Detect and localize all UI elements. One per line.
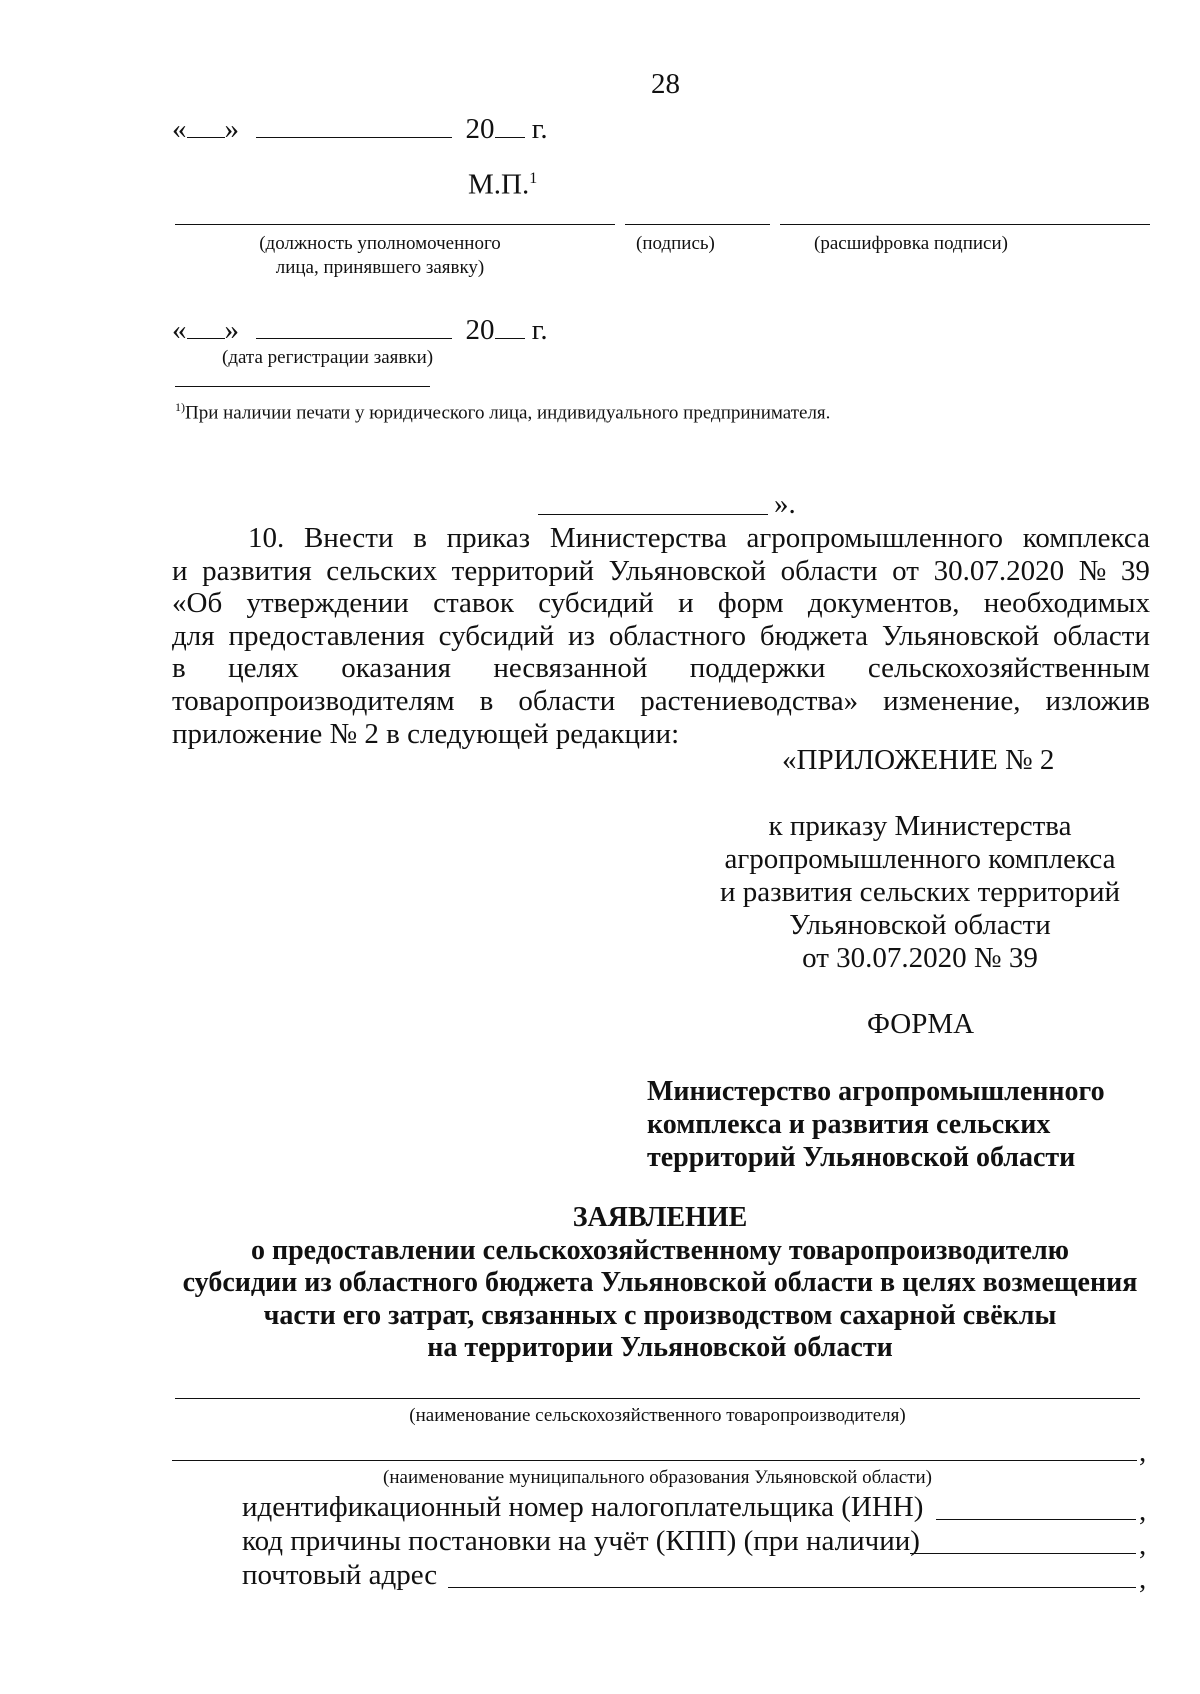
word: изменение,: [883, 684, 1021, 717]
word: области: [1053, 619, 1150, 652]
statement-subtitle-line: субсидии из областного бюджета Ульяновской области в целях возмещения: [182, 1267, 1138, 1298]
word: необходимых: [983, 587, 1150, 620]
paragraph-line: [172, 685, 1150, 718]
word: утверждении: [246, 587, 409, 620]
word: документов,: [807, 587, 960, 620]
addressee-line: территорий Ульяновской области: [647, 1142, 1076, 1173]
statement-heading: [160, 1202, 1160, 1365]
word: субсидий: [538, 587, 654, 620]
date-line-1: [172, 111, 548, 145]
appendix-title: «ПРИЛОЖЕНИЕ № 2: [782, 744, 1055, 776]
position-caption: [220, 232, 540, 280]
word: поддержки: [689, 652, 826, 685]
word: территорий: [451, 554, 595, 587]
word: изложив: [1045, 684, 1150, 717]
addressee-line: Министерство агропромышленного: [647, 1076, 1105, 1107]
kpp-label: код причины постановки на учёт (КПП) (при наличии): [242, 1525, 920, 1557]
open-quote: «: [172, 314, 187, 346]
paragraph-line: [172, 555, 1150, 588]
address-comma: ,: [1139, 1563, 1147, 1595]
word: области: [780, 554, 878, 587]
footnote-text: При наличии печати у юридического лица, индивидуального предпринимателя.: [185, 402, 831, 424]
closing-blank-line: [538, 514, 768, 515]
word: целях: [228, 652, 299, 685]
producer-name-field[interactable]: [175, 1398, 1140, 1399]
paragraph-line: [172, 652, 1150, 685]
appendix-line: от 30.07.2020 № 39: [802, 942, 1038, 974]
kpp-field[interactable]: [910, 1553, 1136, 1554]
word: 10.: [248, 522, 285, 554]
word: от: [892, 554, 919, 587]
word: комплекса: [1022, 522, 1150, 554]
statement-subtitle-line: на территории Ульяновской области: [427, 1332, 893, 1363]
registration-date-caption: (дата регистрации заявки): [222, 347, 434, 368]
close-quote: »: [224, 314, 239, 346]
month-blank[interactable]: [256, 111, 452, 138]
word: Внести: [303, 522, 394, 554]
word: 39: [1120, 554, 1150, 587]
decoding-caption: (расшифровка подписи): [814, 233, 1008, 254]
stamp-footnote-mark: 1: [529, 170, 538, 187]
year-prefix: 20: [465, 314, 495, 346]
word: оказания: [341, 652, 451, 685]
word: Министерства: [549, 522, 727, 554]
word: Ульяновской: [881, 619, 1040, 652]
position-caption-line: (должность уполномоченного: [259, 233, 501, 254]
closing-mark: ».: [774, 488, 796, 520]
kpp-comma: ,: [1139, 1529, 1147, 1561]
word: приказ: [446, 522, 531, 554]
paragraph-last-line: приложение № 2 в следующей редакции:: [172, 717, 680, 750]
footnote-mark: 1): [175, 400, 185, 414]
word: форм: [717, 587, 784, 620]
close-quote: »: [224, 113, 239, 145]
statement-subtitle-line: части его затрат, связанных с производством сахарной свёклы: [263, 1299, 1057, 1331]
word: областного: [608, 619, 746, 652]
signature-caption: (подпись): [636, 233, 715, 254]
word: сельскохозяйственным: [867, 652, 1150, 685]
word: Ульяновской: [608, 554, 767, 587]
word: сельских: [326, 554, 438, 587]
municipality-field[interactable]: [172, 1460, 1137, 1461]
footnote-separator: [175, 386, 430, 387]
addressee-line: комплекса и развития сельских: [647, 1109, 1051, 1140]
paragraph-10: [172, 522, 1150, 750]
addressee: [647, 1075, 1105, 1174]
paragraph-line: [172, 620, 1150, 653]
word: товаропроизводителям: [172, 684, 455, 717]
position-line[interactable]: [175, 224, 615, 225]
appendix-line: агропромышленного комплекса: [724, 843, 1116, 875]
inn-label: идентификационный номер налогоплательщика (ИНН): [242, 1491, 924, 1523]
word: №: [1078, 554, 1107, 587]
paragraph-line: [248, 522, 1150, 555]
producer-name-caption: (наименование сельскохозяйственного товаропроизводителя): [409, 1405, 906, 1426]
word: и: [678, 587, 694, 620]
date-line-2: [172, 312, 548, 346]
municipality-comma: ,: [1139, 1436, 1147, 1468]
year-suffix: г.: [531, 113, 548, 145]
stamp-label: [468, 163, 537, 201]
signature-line[interactable]: [625, 224, 770, 225]
year-suffix: г.: [531, 314, 548, 346]
day-blank[interactable]: [187, 312, 225, 339]
inn-comma: ,: [1139, 1495, 1147, 1527]
statement-subtitle-line: о предоставлении сельскохозяйственному товаропроизводителю: [250, 1234, 1070, 1266]
word: предоставления: [228, 619, 425, 652]
appendix-line: Ульяновской области: [789, 909, 1051, 941]
word: для: [172, 619, 215, 652]
address-label: почтовый адрес: [242, 1559, 438, 1591]
word: агропромышленного: [746, 522, 1003, 554]
decoding-line[interactable]: [780, 224, 1150, 225]
stamp-text: М.П.: [468, 168, 530, 201]
footnote: [175, 395, 830, 425]
word: из: [568, 619, 595, 652]
month-blank[interactable]: [256, 312, 452, 339]
word: растениеводства»: [640, 684, 859, 717]
year-prefix: 20: [465, 113, 495, 145]
year-blank[interactable]: [495, 111, 525, 138]
word: «Об: [172, 587, 223, 620]
word: в: [172, 652, 186, 685]
page-number: 28: [651, 68, 680, 100]
appendix-line: к приказу Министерства: [768, 810, 1072, 842]
year-blank[interactable]: [495, 312, 525, 339]
word: области: [518, 684, 616, 717]
paragraph-line: [172, 587, 1150, 620]
form-label: ФОРМА: [867, 1008, 975, 1040]
inn-field[interactable]: [936, 1519, 1136, 1520]
appendix-line: и развития сельских территорий: [720, 876, 1121, 908]
word: бюджета: [759, 619, 868, 652]
municipality-caption: (наименование муниципального образования Ульяновской области): [383, 1467, 932, 1488]
word: 30.07.2020: [933, 554, 1065, 587]
word: в: [479, 684, 494, 717]
word: развития: [202, 554, 312, 587]
word: ставок: [433, 587, 514, 620]
position-caption-line: лица, принявшего заявку): [275, 257, 485, 278]
word: субсидий: [438, 619, 555, 652]
statement-title: ЗАЯВЛЕНИЕ: [572, 1202, 748, 1233]
open-quote: «: [172, 113, 187, 145]
word: несвязанной: [493, 652, 648, 685]
day-blank[interactable]: [187, 111, 225, 138]
appendix-reference: [720, 810, 1120, 975]
address-field[interactable]: [448, 1587, 1136, 1588]
word: в: [413, 522, 427, 554]
word: и: [172, 554, 188, 587]
